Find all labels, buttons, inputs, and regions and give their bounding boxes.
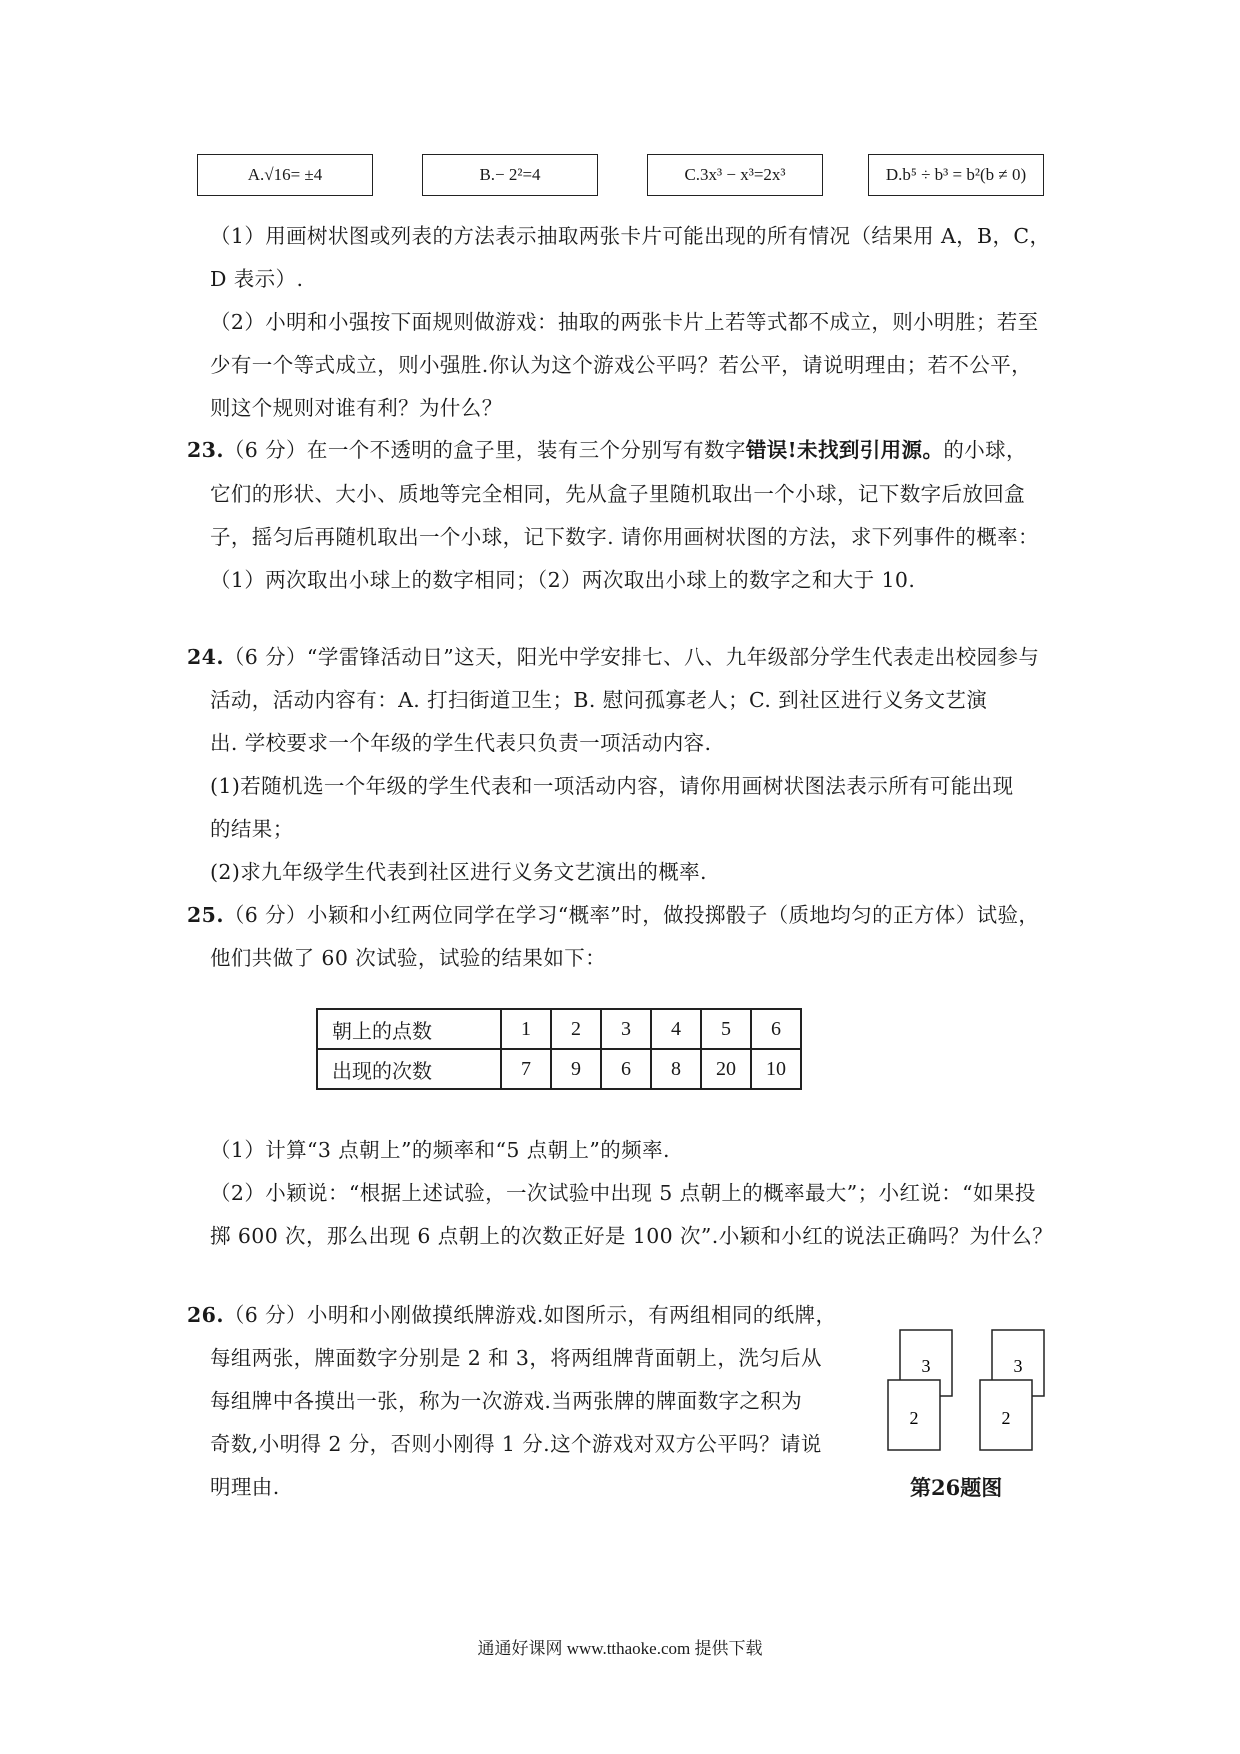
back-card-right-number: 3 — [1013, 1356, 1023, 1376]
q26-line5: 明理由. — [210, 1475, 280, 1499]
q24-number: 24. — [187, 645, 224, 669]
q25-line1 — [187, 905, 1039, 926]
q26-number: 26. — [187, 1303, 224, 1327]
table-cell: 10 — [751, 1049, 801, 1089]
table-cell: 4 — [651, 1009, 701, 1049]
table-cell: 7 — [501, 1049, 551, 1089]
q22-part1-line1: （1）用画树状图或列表的方法表示抽取两张卡片可能出现的所有情况（结果用 A，B，C， — [210, 224, 1051, 248]
table-cell: 8 — [651, 1049, 701, 1089]
card-b — [422, 154, 598, 196]
q25-part1: （1）计算“3 点朝上”的频率和“5 点朝上”的频率. — [210, 1138, 670, 1162]
q24-part1-line1: (1)若随机选一个年级的学生代表和一项活动内容，请你用画树状图法表示所有可能出现 — [210, 774, 1014, 798]
q25-part2-line1: （2）小颖说：“根据上述试验，一次试验中出现 5 点朝上的概率最大”；小红说：“如果投 — [210, 1181, 1036, 1205]
q24-part2: (2)求九年级学生代表到社区进行义务文艺演出的概率. — [210, 860, 707, 884]
q23-line3: 子，摇匀后再随机取出一个小球，记下数字. 请你用画树状图的方法，求下列事件的概率： — [210, 525, 1039, 549]
card-c — [647, 154, 823, 196]
q24-line3: 出. 学校要求一个年级的学生代表只负责一项活动内容. — [210, 731, 712, 755]
q26-line2: 每组两张，牌面数字分别是 2 和 3，将两组牌背面朝上，洗匀后从 — [210, 1346, 822, 1370]
q22-part2-line3: 则这个规则对谁有利？为什么？ — [210, 396, 503, 420]
q26-line1-text: （6 分）小明和小刚做摸纸牌游戏.如图所示，有两组相同的纸牌， — [223, 1303, 837, 1327]
row1-header: 朝上的点数 — [317, 1009, 501, 1049]
q23-line1-text: （6 分）在一个不透明的盒子里，装有三个分别写有数字 — [223, 438, 746, 462]
q23-error-ref: 错误!未找到引用源。 — [745, 438, 944, 462]
q24-line1 — [187, 647, 1039, 668]
q24-line1-text: （6 分）“学雷锋活动日”这天，阳光中学安排七、八、九年级部分学生代表走出校园参与 — [223, 645, 1040, 669]
q25-line1-text: （6 分）小颖和小红两位同学在学习“概率”时，做投掷骰子（质地均匀的正方体）试验， — [223, 903, 1040, 927]
q23-line1-tail: 的小球， — [943, 438, 1027, 462]
table-cell: 1 — [501, 1009, 551, 1049]
table-cell: 2 — [551, 1009, 601, 1049]
q26-line4: 奇数,小明得 2 分，否则小刚得 1 分.这个游戏对双方公平吗？请说 — [210, 1432, 822, 1456]
card-a — [197, 154, 373, 196]
table-row — [317, 1009, 801, 1049]
table-row — [317, 1049, 801, 1089]
q24-line2: 活动，活动内容有：A. 打扫街道卫生；B. 慰问孤寡老人；C. 到社区进行义务文艺演 — [210, 688, 988, 712]
q25-part2-line2: 掷 600 次，那么出现 6 点朝上的次数正好是 100 次”.小颖和小红的说法正确吗？为什么？ — [210, 1224, 1054, 1248]
q23-line4: （1）两次取出小球上的数字相同；（2）两次取出小球上的数字之和大于 10. — [210, 568, 916, 592]
q25-line2: 他们共做了 60 次试验，试验的结果如下： — [210, 946, 607, 970]
back-card-left-number: 3 — [921, 1356, 931, 1376]
q23-line1 — [187, 440, 1027, 461]
q26-line3: 每组牌中各摸出一张，称为一次游戏.当两张牌的牌面数字之积为 — [210, 1389, 803, 1413]
q24-part1-line2: 的结果； — [210, 817, 294, 841]
q25-number: 25. — [187, 903, 224, 927]
front-card-left-number: 2 — [909, 1408, 919, 1428]
q22-part1-line2: D 表示）. — [210, 267, 304, 291]
card-d-label: D.b⁵ ÷ b³ = b²(b ≠ 0) — [885, 165, 1027, 184]
dice-results-table — [316, 1008, 802, 1090]
table-cell: 9 — [551, 1049, 601, 1089]
table-cell: 6 — [751, 1009, 801, 1049]
q23-line2: 它们的形状、大小、质地等完全相同，先从盒子里随机取出一个小球，记下数字后放回盒 — [210, 482, 1026, 506]
card-c-label: C.3x³ − x³=2x³ — [684, 165, 786, 184]
q23-number: 23. — [187, 438, 224, 462]
table-cell: 5 — [701, 1009, 751, 1049]
table-cell: 20 — [701, 1049, 751, 1089]
page-footer: 通通好课网 www.tthaoke.com 提供下载 — [477, 1639, 763, 1658]
q26-line1 — [187, 1305, 836, 1326]
q22-part2-line1: （2）小明和小强按下面规则做游戏：抽取的两张卡片上若等式都不成立，则小明胜；若至 — [210, 310, 1039, 334]
figure-caption: 第26题图 — [910, 1475, 1003, 1500]
table-cell: 3 — [601, 1009, 651, 1049]
front-card-right-number: 2 — [1001, 1408, 1011, 1428]
row2-header: 出现的次数 — [317, 1049, 501, 1089]
card-d — [868, 154, 1044, 196]
table-cell: 6 — [601, 1049, 651, 1089]
card-a-label: A.√16= ±4 — [247, 165, 323, 184]
q22-part2-line2: 少有一个等式成立，则小强胜.你认为这个游戏公平吗？若公平，请说明理由；若不公平， — [210, 353, 1033, 377]
card-b-label: B.− 2²=4 — [479, 165, 541, 184]
